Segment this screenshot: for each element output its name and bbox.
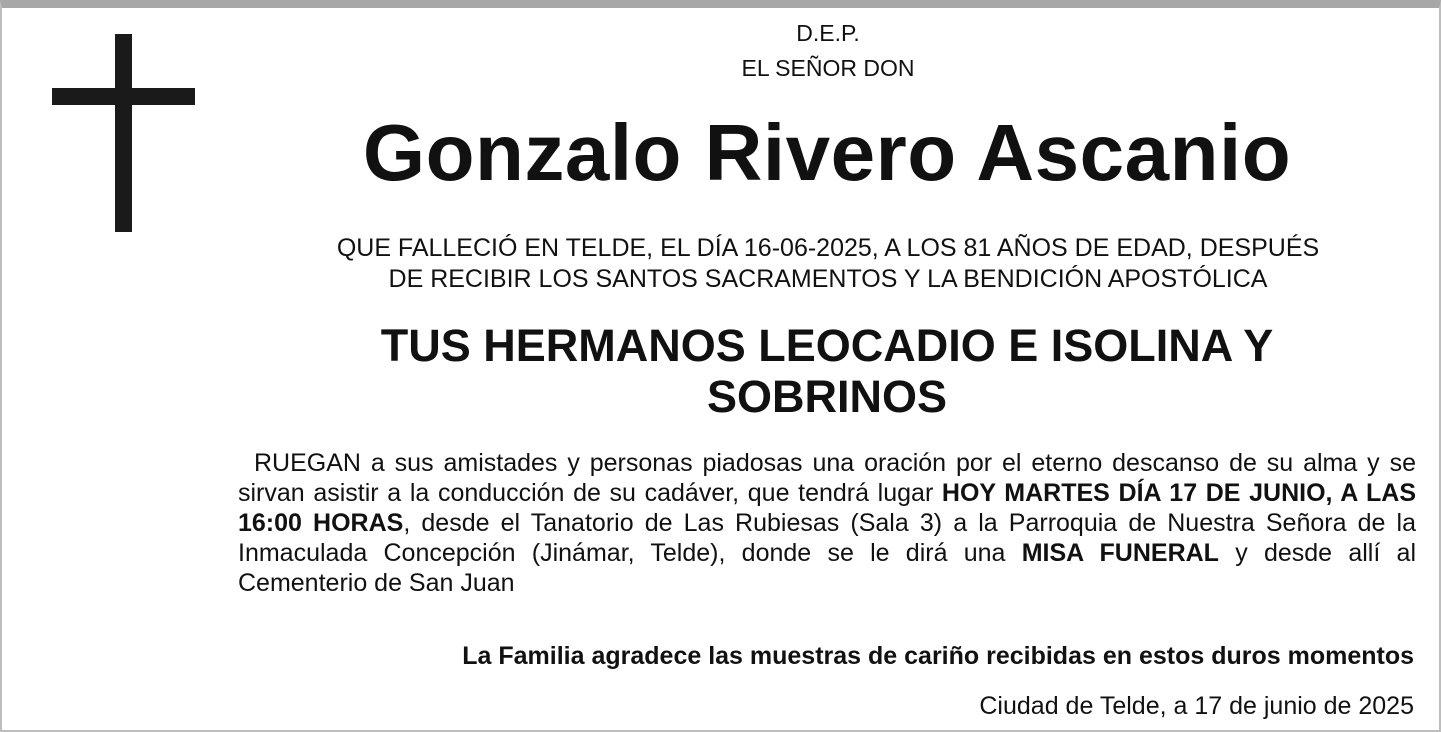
cross-vertical-bar: [115, 34, 132, 232]
deceased-name: Gonzalo Rivero Ascanio: [362, 108, 1292, 197]
request-text-2: , desde el Tanatorio de Las Rubiesas (Sala 3) a la Parroquia de Nuestra Señora de la Inmaculada Concepción (Jinámar, Telde), donde se le dirá una: [238, 509, 1416, 567]
cross-horizontal-bar: [52, 88, 195, 105]
request-text-1: RUEGAN a sus amistades y personas piadosas una oración por el eterno descanso de su alma y se sirvan asistir a la conducción de su cadáver, que tendrá lugar: [238, 449, 1416, 507]
death-notice: [238, 233, 1418, 295]
place-and-date: Ciudad de Telde, a 17 de junio de 2025: [979, 692, 1414, 720]
funeral-time: HOY MARTES DÍA 17 DE JUNIO, A LAS 16:00 HORAS: [238, 479, 1416, 537]
mourners-heading: TUS HERMANOS LEOCADIO E ISOLINA Y SOBRINOS: [380, 320, 1274, 422]
request-text-3: y desde allí al Cementerio de San Juan: [238, 539, 1416, 597]
dep-heading: D.E.P.: [796, 20, 860, 46]
death-notice-line-1: QUE FALLECIÓ EN TELDE, EL DÍA 16-06-2025, A LOS 81 AÑOS DE EDAD, DESPUÉS: [336, 234, 1320, 262]
funeral-mass: MISA FUNERAL: [1021, 539, 1219, 567]
honorific: EL SEÑOR DON: [741, 55, 915, 81]
death-notice-line-2: DE RECIBIR LOS SANTOS SACRAMENTOS Y LA BENDICIÓN APOSTÓLICA: [388, 265, 1268, 293]
family-thanks: La Familia agradece las muestras de cariño recibidas en estos duros momentos: [462, 642, 1414, 670]
cross-icon: [52, 34, 195, 232]
funeral-request-paragraph: [238, 448, 1416, 598]
